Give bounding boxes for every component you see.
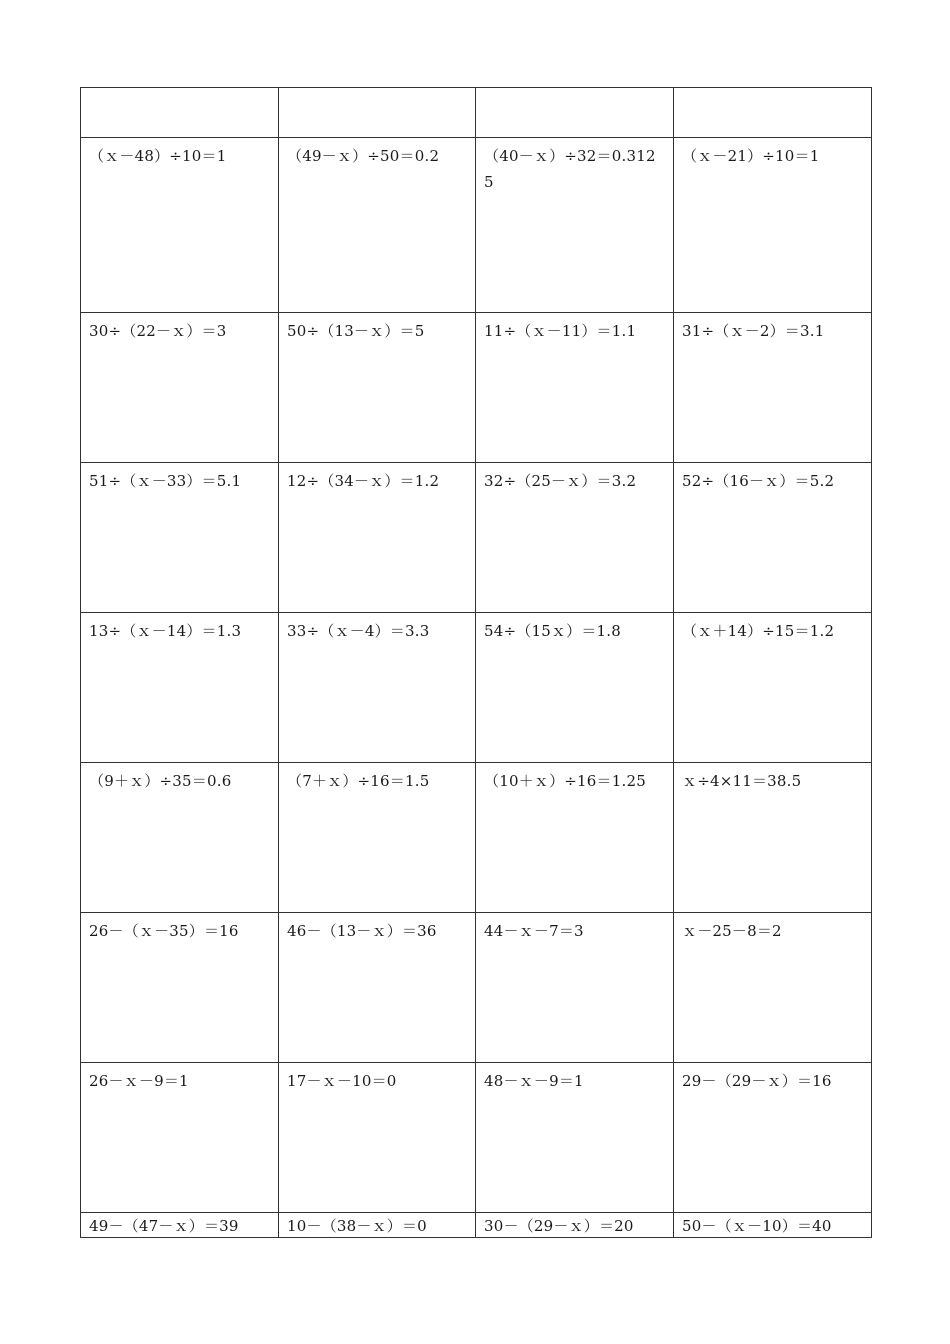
equation-cell — [81, 463, 279, 613]
table-row — [81, 1063, 872, 1213]
header-cell-text — [674, 88, 871, 93]
equation-text: （ｘ－48）÷10＝1 — [89, 147, 227, 165]
equation-cell — [279, 1063, 476, 1213]
header-cell — [279, 88, 476, 138]
equation-cell — [674, 313, 872, 463]
table-header-row — [81, 88, 872, 138]
header-cell-text — [476, 88, 673, 93]
equation-text: （9＋ｘ）÷35＝0.6 — [89, 772, 232, 790]
equation-cell — [81, 1063, 279, 1213]
equation-cell — [674, 138, 872, 313]
equation-text: 10－（38－ｘ）＝0 — [287, 1217, 427, 1235]
equation-text: 11÷（ｘ－11）＝1.1 — [484, 322, 637, 340]
equation-text: （10＋ｘ）÷16＝1.25 — [484, 772, 646, 790]
equation-cell — [476, 763, 674, 913]
equation-cell — [81, 138, 279, 313]
equation-cell — [81, 913, 279, 1063]
equation-cell — [81, 763, 279, 913]
equation-text: （49－ｘ）÷50＝0.2 — [287, 147, 440, 165]
equation-text: 33÷（ｘ－4）＝3.3 — [287, 622, 430, 640]
header-cell — [81, 88, 279, 138]
header-cell-text — [81, 88, 278, 93]
equation-cell — [279, 463, 476, 613]
table-row — [81, 313, 872, 463]
equation-text: 13÷（ｘ－14）＝1.3 — [89, 622, 242, 640]
equation-text: （7＋ｘ）÷16＝1.5 — [287, 772, 430, 790]
equation-cell — [81, 613, 279, 763]
equation-text: 51÷（ｘ－33）＝5.1 — [89, 472, 242, 490]
equation-text: 12÷（34－ｘ）＝1.2 — [287, 472, 440, 490]
equation-text: 49－（47－ｘ）＝39 — [89, 1217, 239, 1235]
equation-cell — [674, 613, 872, 763]
equation-text: ｘ÷4×11＝38.5 — [682, 772, 802, 790]
header-cell — [674, 88, 872, 138]
equation-text: 44－ｘ－7＝3 — [484, 922, 584, 940]
equation-text: 48－ｘ－9＝1 — [484, 1072, 584, 1090]
equation-cell — [476, 1213, 674, 1238]
table-row — [81, 1213, 872, 1238]
equation-cell — [81, 1213, 279, 1238]
equation-cell — [674, 763, 872, 913]
equation-cell — [279, 1213, 476, 1238]
equation-text: 26－ｘ－9＝1 — [89, 1072, 189, 1090]
equation-cell — [476, 1063, 674, 1213]
equation-cell — [674, 1063, 872, 1213]
equation-text: ｘ－25－8＝2 — [682, 922, 782, 940]
equation-text: （ｘ－21）÷10＝1 — [682, 147, 820, 165]
equation-cell — [476, 313, 674, 463]
equation-text: 31÷（ｘ－2）＝3.1 — [682, 322, 825, 340]
equation-text: 30－（29－ｘ）＝20 — [484, 1217, 634, 1235]
table-row — [81, 763, 872, 913]
header-cell — [476, 88, 674, 138]
table-row — [81, 463, 872, 613]
equation-cell — [279, 763, 476, 913]
equation-text: 50－（ｘ－10）＝40 — [682, 1217, 832, 1235]
equation-cell — [81, 313, 279, 463]
equation-text: 30÷（22－ｘ）＝3 — [89, 322, 227, 340]
equation-cell — [674, 463, 872, 613]
equation-worksheet-table — [80, 87, 872, 1238]
table-row — [81, 138, 872, 313]
equation-text: 46－（13－ｘ）＝36 — [287, 922, 437, 940]
equation-text: 17－ｘ－10＝0 — [287, 1072, 397, 1090]
equation-cell — [476, 913, 674, 1063]
header-cell-text — [279, 88, 475, 93]
equation-text: 52÷（16－ｘ）＝5.2 — [682, 472, 835, 490]
equation-cell — [476, 613, 674, 763]
equation-cell — [279, 138, 476, 313]
table-row — [81, 913, 872, 1063]
equation-cell — [279, 613, 476, 763]
equation-cell — [476, 463, 674, 613]
equation-cell — [279, 913, 476, 1063]
table-row — [81, 613, 872, 763]
equation-text: （ｘ＋14）÷15＝1.2 — [682, 622, 835, 640]
equation-cell — [279, 313, 476, 463]
equation-text: 50÷（13－ｘ）＝5 — [287, 322, 425, 340]
equation-cell — [476, 138, 674, 313]
equation-text: 26－（ｘ－35）＝16 — [89, 922, 239, 940]
equation-cell — [674, 913, 872, 1063]
equation-text: 54÷（15ｘ）＝1.8 — [484, 622, 621, 640]
equation-text: （40－ｘ）÷32＝0.3125 — [484, 147, 656, 191]
equation-text: 29－（29－ｘ）＝16 — [682, 1072, 832, 1090]
equation-cell — [674, 1213, 872, 1238]
equation-text: 32÷（25－ｘ）＝3.2 — [484, 472, 637, 490]
